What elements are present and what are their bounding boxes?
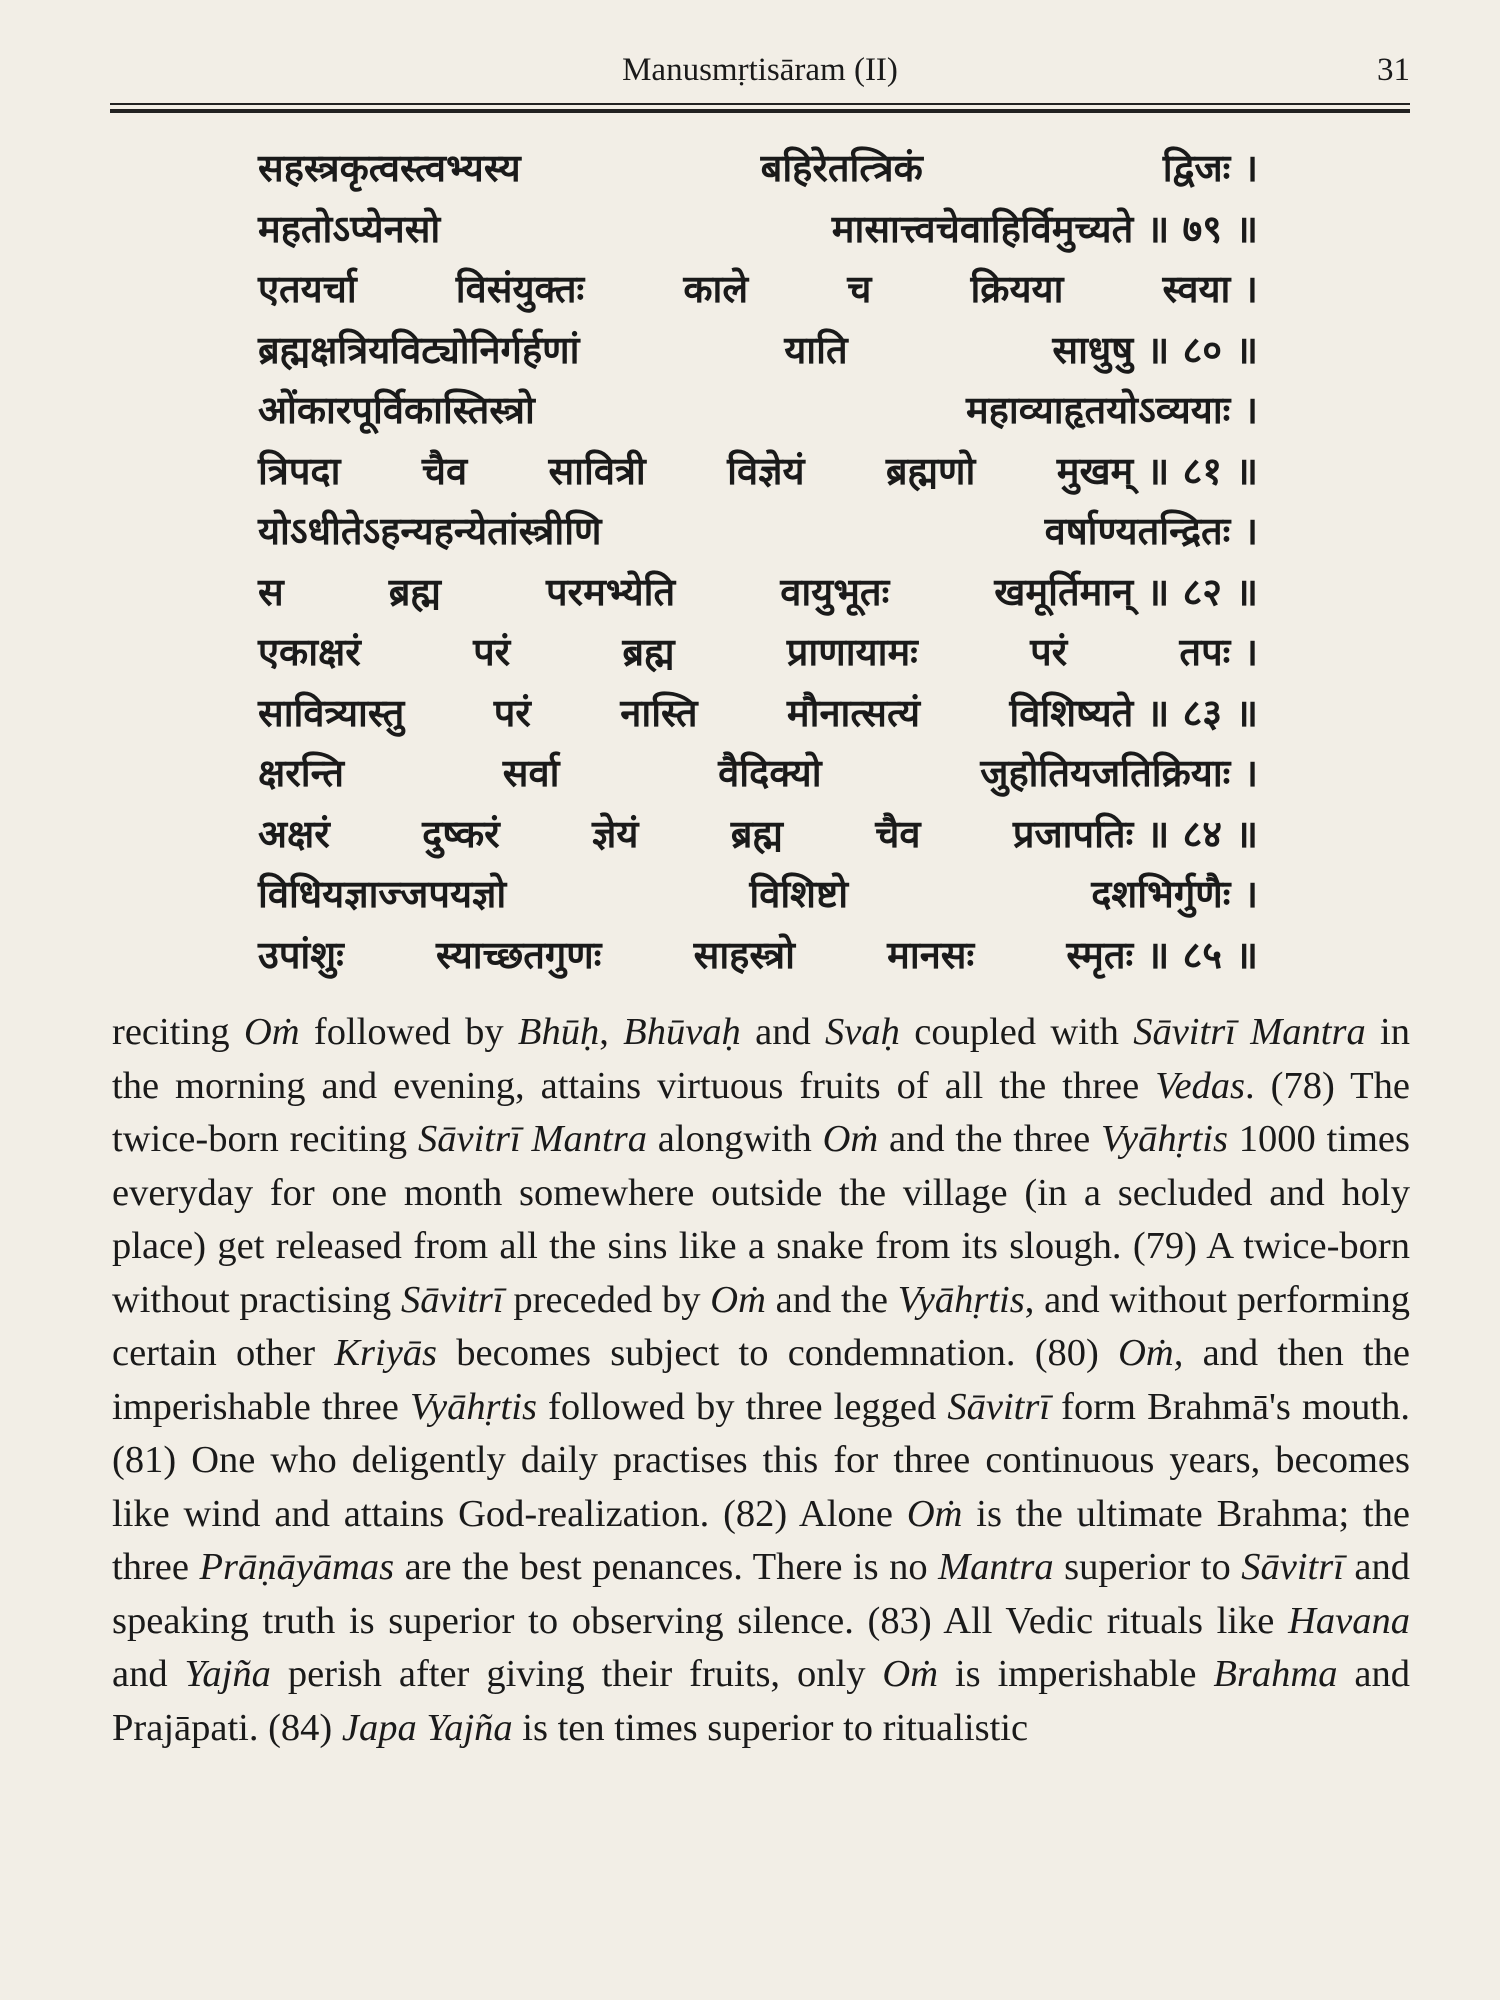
verse-line bbox=[258, 380, 1258, 441]
verse-word: क्षरन्ति bbox=[258, 751, 344, 795]
italic-term: Japa Yajña bbox=[341, 1706, 513, 1749]
prose-text: followed by bbox=[299, 1011, 518, 1053]
verse-word: याति bbox=[784, 327, 848, 372]
italic-term: Vedas bbox=[1155, 1064, 1246, 1107]
prose-text: coupled with bbox=[899, 1011, 1134, 1053]
verse-word: ओंकारपूर्विकास्तिस्त्रो bbox=[258, 388, 535, 432]
prose-text: is imperishable bbox=[938, 1653, 1214, 1695]
header-rule-thin bbox=[110, 103, 1410, 105]
italic-term: Sāvitrī bbox=[1241, 1546, 1344, 1588]
verse-word: मौनात्सत्यं bbox=[786, 690, 921, 735]
prose-text: perish after giving their fruits, only bbox=[270, 1653, 883, 1695]
verse-word: नास्ति bbox=[620, 690, 698, 735]
italic-term: Kriyās bbox=[334, 1332, 438, 1374]
verse-word: साधुषु ॥ ८० ॥ bbox=[1052, 327, 1258, 372]
verse-word: स्वया । bbox=[1162, 267, 1258, 311]
italic-term: Sāvitrī bbox=[947, 1385, 1051, 1428]
prose-text: , bbox=[599, 1011, 624, 1053]
italic-term: Oṁ, bbox=[1118, 1332, 1184, 1374]
verse-word: स bbox=[258, 569, 284, 614]
verse-line bbox=[258, 804, 1258, 865]
italic-term: Oṁ bbox=[243, 1011, 300, 1053]
verse-line bbox=[258, 683, 1258, 744]
running-title: Manusmṛtisāram (II) bbox=[622, 52, 898, 88]
prose-text: are the best penances. There is no bbox=[394, 1546, 939, 1588]
italic-term: Sāvitrī Mantra bbox=[417, 1118, 647, 1160]
verse-line bbox=[258, 501, 1258, 562]
verse-word: स्मृतः ॥ ८५ ॥ bbox=[1066, 932, 1258, 977]
verse-word: साहस्त्रो bbox=[693, 932, 795, 977]
verse-word: दुष्करं bbox=[422, 811, 500, 856]
italic-term: Svaḥ bbox=[825, 1011, 900, 1053]
verse-line bbox=[258, 925, 1258, 986]
prose-text: and bbox=[740, 1011, 826, 1053]
verse-word: ब्रह्मणो bbox=[885, 448, 976, 493]
verse-word: प्रजापतिः ॥ ८४ ॥ bbox=[1012, 811, 1258, 856]
verse-word: चैव bbox=[421, 448, 468, 493]
verse-word: ब्रह्म bbox=[622, 630, 675, 674]
verse-word: खमूर्तिमान् ॥ ८२ ॥ bbox=[994, 569, 1258, 614]
italic-term: Oṁ bbox=[906, 1492, 963, 1535]
verse-word: ब्रह्मक्षत्रियविट्योनिर्गर्हणां bbox=[258, 327, 580, 372]
prose-text: followed by three legged bbox=[536, 1385, 948, 1428]
verse-word: वायुभूतः bbox=[780, 569, 890, 614]
prose-text: and Prajāpati. (84) bbox=[112, 1653, 1411, 1749]
verse-word: द्विजः । bbox=[1162, 146, 1258, 190]
verse-word: महतोऽप्येनसो bbox=[258, 206, 441, 251]
italic-term: Sāvitrī Mantra bbox=[1133, 1011, 1366, 1053]
header-rule-thick bbox=[110, 109, 1410, 113]
prose-text: alongwith bbox=[646, 1118, 823, 1160]
prose-text: and the bbox=[765, 1278, 898, 1321]
prose-text: and bbox=[112, 1653, 185, 1695]
verse-word: योऽधीतेऽहन्यहन्येतांस्त्रीणि bbox=[258, 509, 602, 553]
verse-word: महाव्याहृतयोऽव्ययाः । bbox=[965, 388, 1258, 432]
verse-word: वैदिक्यो bbox=[718, 751, 822, 795]
prose-text: becomes subject to condemnation. (80) bbox=[437, 1332, 1119, 1374]
italic-term: Yajña bbox=[184, 1653, 271, 1695]
verse-word: ज्ञेयं bbox=[592, 811, 639, 856]
page-number: 31 bbox=[1377, 52, 1410, 88]
verse-word: काले bbox=[683, 267, 749, 311]
italic-term: Bhūḥ bbox=[517, 1011, 600, 1053]
verse-word: च bbox=[847, 267, 872, 311]
prose-text: superior to bbox=[1053, 1546, 1242, 1588]
prose-text: preceded by bbox=[503, 1278, 711, 1321]
italic-term: Bhūvaḥ bbox=[623, 1011, 741, 1053]
verse-word: विधियज्ञाज्जपयज्ञो bbox=[258, 872, 507, 916]
verse-word: सहस्त्रकृत्वस्त्वभ्यस्य bbox=[258, 146, 521, 190]
italic-term: Mantra bbox=[938, 1546, 1054, 1588]
verse-word: स्याच्छतगुणः bbox=[435, 932, 602, 977]
italic-term: Oṁ bbox=[710, 1278, 766, 1321]
prose-text: reciting bbox=[112, 1011, 244, 1053]
translation-paragraph bbox=[112, 1006, 1410, 1755]
verse-word: विज्ञेयं bbox=[727, 448, 805, 493]
verse-word: विशिष्टो bbox=[749, 872, 849, 916]
verse-line bbox=[258, 864, 1258, 925]
italic-term: Vyāhṛtis bbox=[1101, 1118, 1228, 1160]
verse-word: विशिष्यते ॥ ८३ ॥ bbox=[1009, 690, 1258, 735]
italic-term: Sāvitrī bbox=[400, 1278, 504, 1321]
verse-word: चैव bbox=[875, 811, 921, 856]
verse-word: दशभिर्गुणैः । bbox=[1091, 872, 1258, 916]
prose-text: in the morning and evening, attains virtuous fruits of all the three bbox=[112, 1011, 1411, 1107]
prose-text: and then the imperishable three bbox=[112, 1332, 1410, 1428]
italic-term: Vyāhṛtis bbox=[897, 1278, 1025, 1321]
prose-text: . (78) The twice-born reciting bbox=[112, 1064, 1410, 1160]
verse-word: परं bbox=[473, 630, 511, 674]
sanskrit-verses bbox=[258, 138, 1258, 985]
verse-line bbox=[258, 743, 1258, 804]
verse-word: उपांशुः bbox=[258, 932, 344, 977]
prose-text: 1000 times everyday for one month somewhere outside the village (in a secluded and holy place) get released from all the sins like a snake from its slough. (79) A twice-born without practising bbox=[112, 1118, 1410, 1321]
prose-text: and the three bbox=[878, 1118, 1102, 1160]
verse-word: अक्षरं bbox=[258, 811, 330, 856]
verse-line bbox=[258, 199, 1258, 260]
verse-word: परं bbox=[1030, 630, 1068, 674]
verse-word: त्रिपदा bbox=[258, 448, 341, 493]
verse-word: सावित्र्यास्तु bbox=[258, 690, 405, 735]
verse-line bbox=[258, 622, 1258, 683]
prose-text: form Brahmā's mouth. (81) One who deligently daily practises this for three continuous years, becomes like wind and attains God-realization. (82) Alone bbox=[112, 1385, 1410, 1535]
verse-word: सर्वा bbox=[502, 751, 560, 795]
verse-word: विसंयुक्तः bbox=[455, 267, 585, 311]
verse-word: वर्षाण्यतन्द्रितः । bbox=[1044, 509, 1258, 553]
verse-word: क्रियया bbox=[970, 267, 1064, 311]
prose-text: is ten times superior to ritualistic bbox=[512, 1706, 1029, 1749]
italic-term: Oṁ bbox=[822, 1118, 879, 1160]
verse-line bbox=[258, 259, 1258, 320]
italic-term: Prāṇāyāmas bbox=[199, 1546, 395, 1588]
verse-word: परं bbox=[493, 690, 531, 735]
prose-text: , and without performing certain other bbox=[112, 1278, 1410, 1374]
verse-line bbox=[258, 441, 1258, 502]
verse-word: मानसः bbox=[887, 932, 975, 977]
prose-text: and speaking truth is superior to observing silence. (83) All Vedic rituals like bbox=[112, 1546, 1410, 1642]
italic-term: Havana bbox=[1288, 1599, 1410, 1642]
verse-line bbox=[258, 138, 1258, 199]
verse-word: प्राणायामः bbox=[786, 630, 918, 674]
verse-line bbox=[258, 562, 1258, 623]
verse-word: तपः । bbox=[1179, 630, 1258, 674]
verse-word: बहिरेतत्त्रिकं bbox=[760, 146, 923, 190]
italic-term: Brahma bbox=[1213, 1653, 1338, 1695]
verse-word: मुखम् ॥ ८१ ॥ bbox=[1056, 448, 1258, 493]
verse-line bbox=[258, 320, 1258, 381]
verse-word: एतयर्चा bbox=[258, 267, 357, 311]
verse-word: ब्रह्म bbox=[730, 811, 783, 856]
italic-term: Oṁ bbox=[882, 1653, 939, 1695]
verse-word: मासात्त्वचेवाहिर्विमुच्यते ॥ ७९ ॥ bbox=[831, 206, 1258, 251]
prose-text: is the ultimate Brahma; the three bbox=[112, 1492, 1410, 1588]
verse-word: परमभ्येति bbox=[545, 569, 676, 614]
verse-word: एकाक्षरं bbox=[258, 630, 361, 674]
italic-term: Vyāhṛtis bbox=[410, 1385, 537, 1428]
verse-word: जुहोतियजतिक्रियाः । bbox=[980, 751, 1258, 795]
verse-word: सावित्री bbox=[548, 448, 646, 493]
running-header bbox=[110, 52, 1410, 102]
verse-word: ब्रह्म bbox=[388, 569, 441, 614]
